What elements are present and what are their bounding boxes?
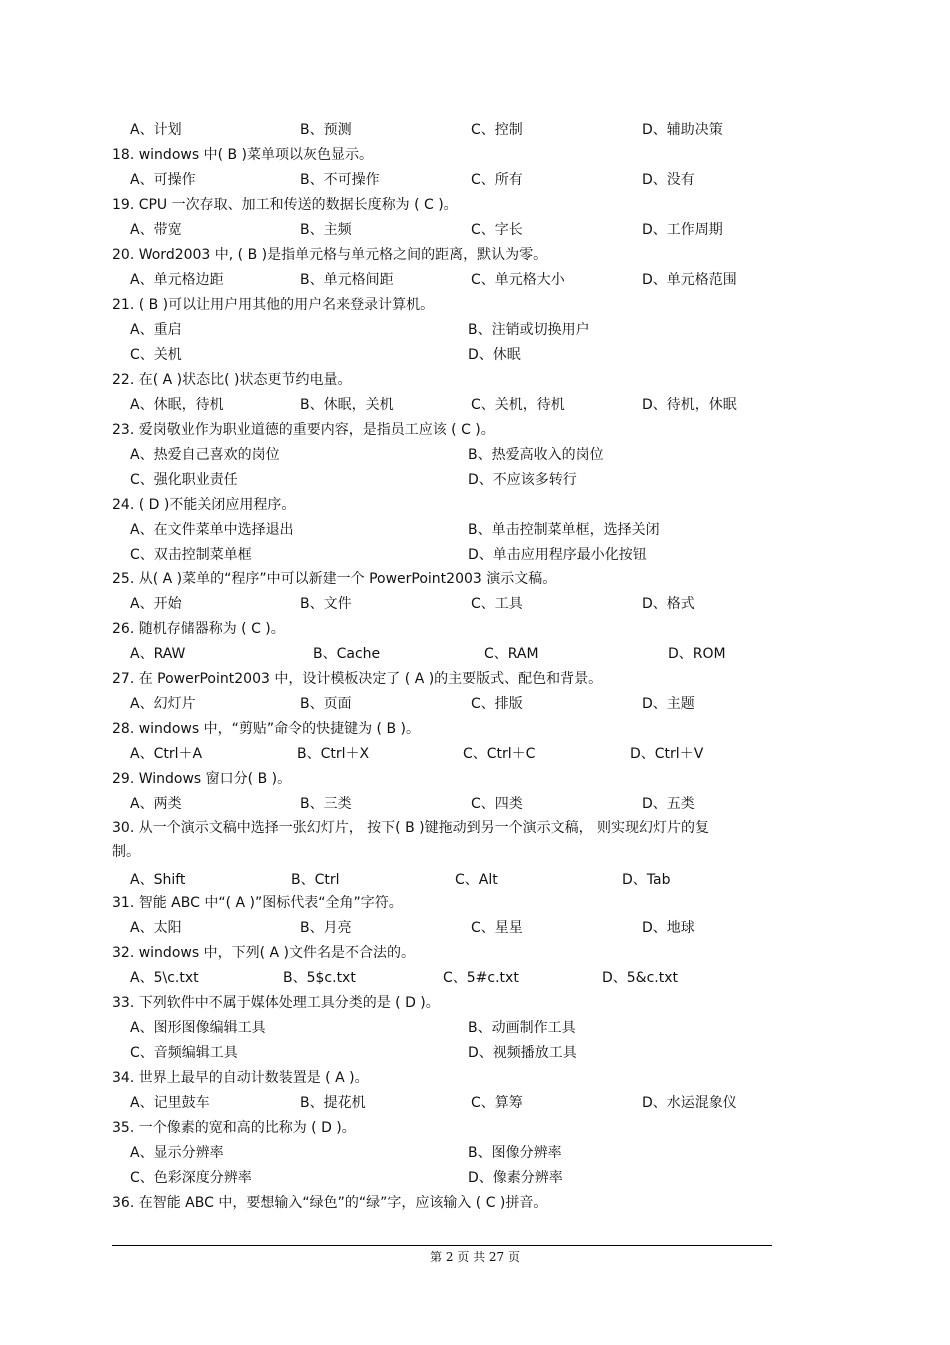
answer-option: D、单元格范围 — [642, 272, 737, 288]
answer-option: B、Cache — [313, 646, 381, 662]
answer-option: A、显示分辨率 — [130, 1145, 224, 1161]
answer-option: A、开始 — [130, 596, 182, 612]
question-text: 31. 智能 ABC 中“( A )”图标代表“全角”字符。 — [112, 895, 403, 911]
answer-option: B、热爱高收入的岗位 — [468, 447, 604, 463]
answer-option: A、在文件菜单中选择退出 — [130, 522, 294, 538]
answer-option: C、所有 — [471, 172, 523, 188]
question-text: 34. 世界上最早的自动计数装置是 ( A )。 — [112, 1070, 369, 1086]
question-text: 33. 下列软件中不属于媒体处理工具分类的是 ( D )。 — [112, 995, 440, 1011]
question-text: 19. CPU 一次存取、加工和传送的数据长度称为 ( C )。 — [112, 197, 458, 213]
question-text: 26. 随机存储器称为 ( C )。 — [112, 621, 285, 637]
answer-option: B、三类 — [300, 796, 352, 812]
answer-option: D、没有 — [642, 172, 695, 188]
answer-option: B、页面 — [300, 696, 352, 712]
page-footer: 第 2 页 共 27 页 — [430, 1250, 520, 1264]
answer-option: D、格式 — [642, 596, 695, 612]
answer-option: D、待机，休眠 — [642, 397, 737, 413]
question-text: 23. 爱岗敬业作为职业道德的重要内容，是指员工应该 ( C )。 — [112, 422, 495, 438]
answer-option: C、单元格大小 — [471, 272, 565, 288]
answer-option: A、热爱自己喜欢的岗位 — [130, 447, 280, 463]
answer-option: A、幻灯片 — [130, 696, 196, 712]
answer-option: A、记里鼓车 — [130, 1095, 210, 1111]
answer-option: B、主频 — [300, 222, 352, 238]
question-text: 30. 从一个演示文稿中选择一张幻灯片， 按下( B )键拖动到另一个演示文稿， 则实现幻灯片的复 — [112, 820, 710, 836]
answer-option: C、四类 — [471, 796, 523, 812]
answer-option: C、控制 — [471, 122, 523, 138]
answer-option: B、动画制作工具 — [468, 1020, 576, 1036]
answer-option: B、预测 — [300, 122, 352, 138]
answer-option: C、关机，待机 — [471, 397, 565, 413]
answer-option: A、太阳 — [130, 920, 182, 936]
answer-option: D、不应该多转行 — [468, 472, 577, 488]
answer-option: B、提花机 — [300, 1095, 366, 1111]
answer-option: A、计划 — [130, 122, 182, 138]
question-text: 20. Word2003 中, ( B )是指单元格与单元格之间的距离，默认为零。 — [112, 247, 548, 263]
answer-option: C、强化职业责任 — [130, 472, 238, 488]
answer-option: B、休眠，关机 — [300, 397, 394, 413]
answer-option: C、RAM — [484, 646, 539, 662]
answer-option: B、单元格间距 — [300, 272, 394, 288]
answer-option: B、不可操作 — [300, 172, 380, 188]
answer-option: C、字长 — [471, 222, 523, 238]
answer-option: D、休眠 — [468, 347, 521, 363]
answer-option: D、Ctrl＋V — [630, 746, 704, 762]
answer-option: A、Shift — [130, 872, 186, 888]
answer-option: D、ROM — [668, 646, 726, 662]
question-text: 35. 一个像素的宽和高的比称为 ( D )。 — [112, 1120, 356, 1136]
answer-option: C、关机 — [130, 347, 182, 363]
answer-option: C、排版 — [471, 696, 523, 712]
answer-option: D、视频播放工具 — [468, 1045, 577, 1061]
answer-option: C、算筹 — [471, 1095, 523, 1111]
answer-option: B、文件 — [300, 596, 352, 612]
answer-option: A、Ctrl＋A — [130, 746, 203, 762]
answer-option: A、可操作 — [130, 172, 196, 188]
answer-option: B、Ctrl＋X — [297, 746, 370, 762]
question-text: 32. windows 中，下列( A )文件名是不合法的。 — [112, 945, 415, 961]
answer-option: A、RAW — [130, 646, 186, 662]
question-text: 29. Windows 窗口分( B )。 — [112, 771, 292, 787]
question-text: 24. ( D )不能关闭应用程序。 — [112, 497, 296, 513]
answer-option: C、音频编辑工具 — [130, 1045, 238, 1061]
answer-option: B、Ctrl — [291, 872, 340, 888]
answer-option: C、Alt — [455, 872, 498, 888]
answer-option: B、单击控制菜单框，选择关闭 — [468, 522, 660, 538]
answer-option: D、工作周期 — [642, 222, 723, 238]
question-text: 27. 在 PowerPoint2003 中，设计模板决定了 ( A )的主要版式、配色和背景。 — [112, 671, 603, 687]
answer-option: D、地球 — [642, 920, 695, 936]
answer-option: D、辅助决策 — [642, 122, 723, 138]
answer-option: A、图形图像编辑工具 — [130, 1020, 266, 1036]
answer-option: D、五类 — [642, 796, 695, 812]
answer-option: A、带宽 — [130, 222, 182, 238]
question-text: 21. ( B )可以让用户用其他的用户名来登录计算机。 — [112, 297, 435, 313]
footer-rule — [112, 1245, 772, 1246]
answer-option: D、水运混象仪 — [642, 1095, 737, 1111]
answer-option: B、5$c.txt — [283, 970, 356, 986]
answer-option: A、两类 — [130, 796, 182, 812]
answer-option: A、休眠，待机 — [130, 397, 224, 413]
answer-option: A、5\c.txt — [130, 970, 199, 986]
answer-option: C、双击控制菜单框 — [130, 547, 252, 563]
answer-option: B、注销或切换用户 — [468, 322, 590, 338]
answer-option: D、单击应用程序最小化按钮 — [468, 547, 647, 563]
question-text: 22. 在( A )状态比( )状态更节约电量。 — [112, 372, 352, 388]
question-text: 28. windows 中，“剪贴”命令的快捷键为 ( B )。 — [112, 721, 420, 737]
answer-option: D、5&c.txt — [602, 970, 679, 986]
question-continuation: 制。 — [112, 844, 140, 860]
answer-option: C、5#c.txt — [443, 970, 519, 986]
answer-option: C、色彩深度分辨率 — [130, 1170, 252, 1186]
answer-option: B、月亮 — [300, 920, 352, 936]
answer-option: C、Ctrl＋C — [463, 746, 536, 762]
answer-option: A、重启 — [130, 322, 182, 338]
question-text: 25. 从( A )菜单的“程序”中可以新建一个 PowerPoint2003 演示文稿。 — [112, 571, 557, 587]
answer-option: D、主题 — [642, 696, 695, 712]
answer-option: C、工具 — [471, 596, 523, 612]
question-text: 18. windows 中( B )菜单项以灰色显示。 — [112, 147, 374, 163]
question-text: 36. 在智能 ABC 中，要想输入“绿色”的“绿”字，应该输入 ( C )拼音。 — [112, 1195, 548, 1211]
answer-option: D、Tab — [622, 872, 671, 888]
answer-option: D、像素分辨率 — [468, 1170, 563, 1186]
answer-option: A、单元格边距 — [130, 272, 224, 288]
answer-option: B、图像分辨率 — [468, 1145, 562, 1161]
answer-option: C、星星 — [471, 920, 523, 936]
